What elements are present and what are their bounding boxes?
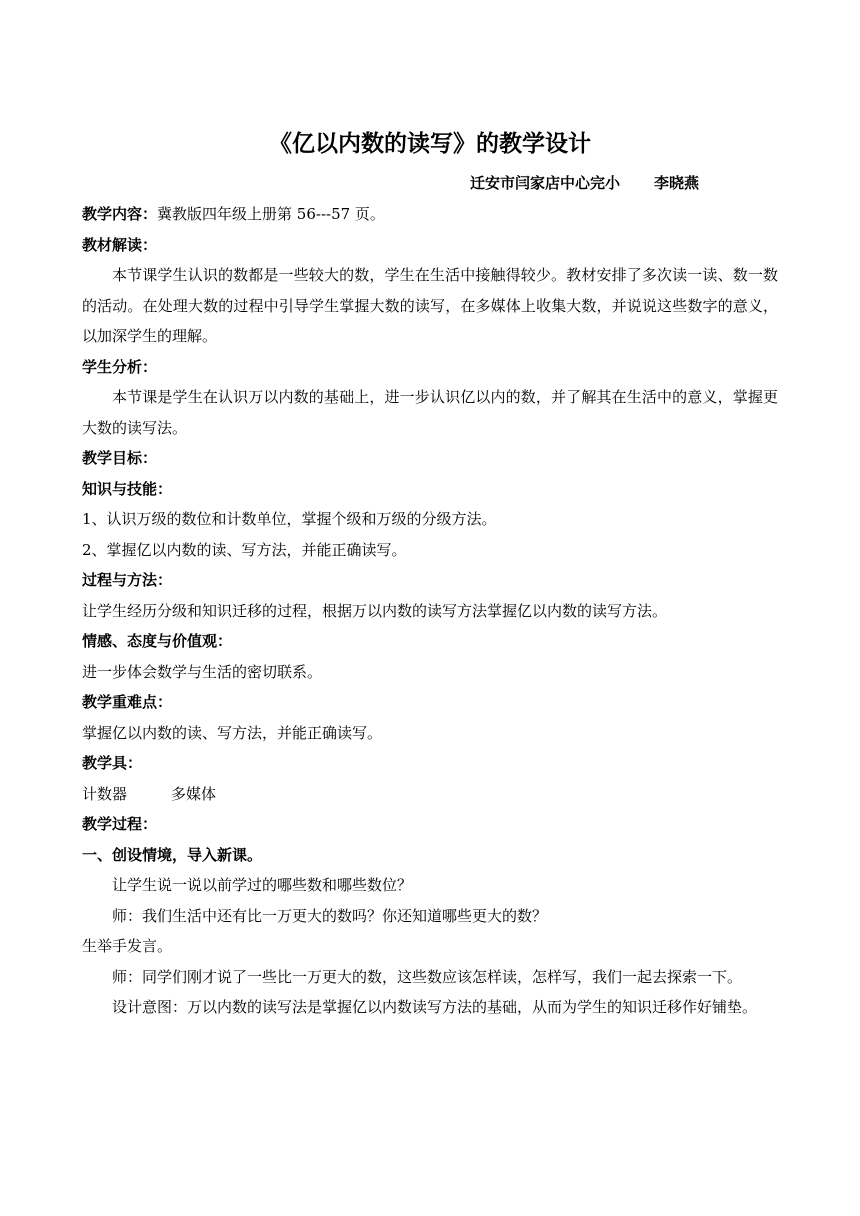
knowledge-heading: 知识与技能： xyxy=(82,479,173,498)
tools-heading: 教学具： xyxy=(82,754,143,772)
step1-heading: 一、创设情境，导入新课。 xyxy=(82,845,263,864)
design-intent-paragraph: 设计意图：万以内数的读写法是掌握亿以内数读写方法的基础，从而为学生的知识迁移作好铺垫。 xyxy=(112,998,758,1016)
author-line xyxy=(82,168,778,199)
keypoint-heading: 教学重难点： xyxy=(82,693,173,711)
step1-paragraph: 师：同学们刚才说了一些比一万更大的数，这些数应该怎样读，怎样写，我们一起去探索一下。 xyxy=(112,967,743,986)
student-paragraph: 本节课是学生在认识万以内数的基础上，进一步认识亿以内的数，并了解其在生活中的意义，掌握更大数的读写法。 xyxy=(82,388,778,437)
document-title: 《亿以内数的读写》的教学设计 xyxy=(269,131,591,157)
textbook-heading: 教材解读： xyxy=(82,235,158,254)
tools-line xyxy=(82,779,778,810)
content-text: 冀教版四年级上册第 56---57 页。 xyxy=(157,205,385,223)
content-line xyxy=(82,199,778,230)
tool-item: 多媒体 xyxy=(171,784,217,803)
process-text: 让学生经历分级和知识迁移的过程，根据万以内数的读写方法掌握亿以内数的读写方法。 xyxy=(82,601,668,620)
emotion-heading: 情感、态度与价值观： xyxy=(82,632,233,650)
textbook-paragraph: 本节课学生认识的数都是一些较大的数，学生在生活中接触得较少。教材安排了多次读一读、数一数的活动。在处理大数的过程中引导学生掌握大数的读写，在多媒体上收集大数，并说说这些数字的意义，以加深学生的理解。 xyxy=(82,266,778,345)
emotion-text: 进一步体会数学与生活的密切联系。 xyxy=(82,662,323,681)
document-page xyxy=(82,120,778,1023)
step1-paragraph: 生举手发言。 xyxy=(82,937,173,955)
author-name: 李晓燕 xyxy=(654,174,700,192)
keypoint-text: 掌握亿以内数的读、写方法，并能正确读写。 xyxy=(82,723,383,742)
goals-heading: 教学目标： xyxy=(82,449,158,467)
knowledge-item: 1、认识万级的数位和计数单位，掌握个级和万级的分级方法。 xyxy=(82,510,497,528)
step1-paragraph: 师：我们生活中还有比一万更大的数吗？你还知道哪些更大的数？ xyxy=(112,906,548,925)
school-name: 迁安市闫家店中心完小 xyxy=(470,174,621,192)
step1-paragraph: 让学生说一说以前学过的哪些数和哪些数位？ xyxy=(112,876,413,894)
knowledge-item: 2、掌握亿以内数的读、写方法，并能正确读写。 xyxy=(82,540,407,559)
student-heading: 学生分析： xyxy=(82,357,158,376)
procedure-heading: 教学过程： xyxy=(82,815,158,833)
content-label: 教学内容： xyxy=(82,205,158,223)
process-heading: 过程与方法： xyxy=(82,571,173,589)
tool-item: 计数器 xyxy=(82,784,128,803)
